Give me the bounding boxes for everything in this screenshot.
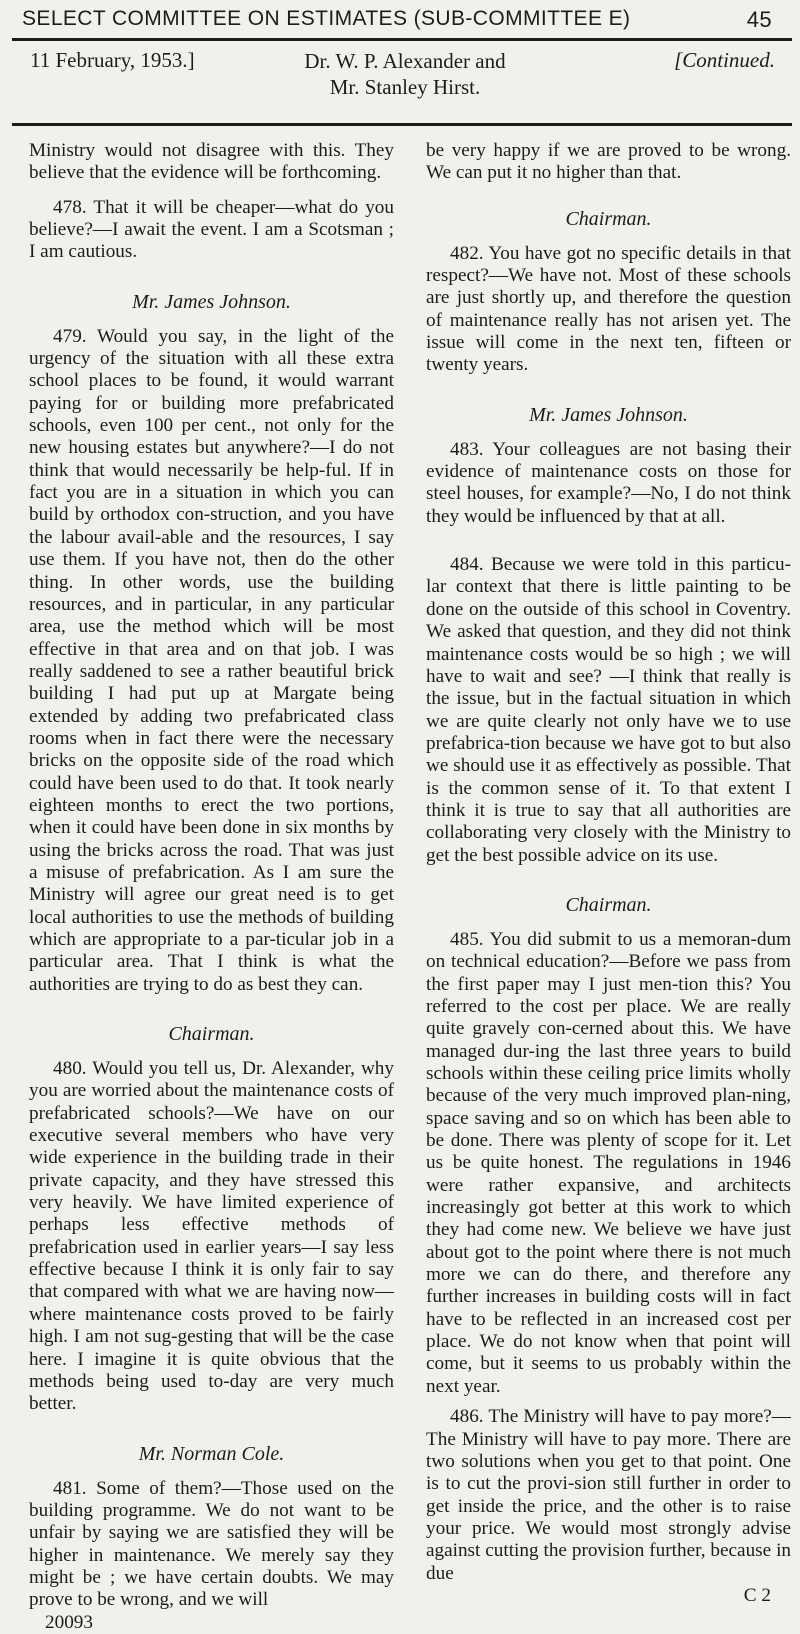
question-482: 482. You have got no specific details in that respect?—We have not. Most of these schools are just shortly up, and therefore the question of maintenance really has not arisen yet. The issue will come in the next ten, fifteen or twenty years.	[426, 242, 791, 376]
paragraph-continued: be very happy if we are proved to be wrong. We can put it no higher than that.	[426, 140, 791, 184]
page-number: 45	[746, 7, 772, 32]
speaker-heading: Mr. James Johnson.	[529, 403, 688, 426]
question-478: 478. That it will be cheaper—what do you believe?—I await the event. I am a Scotsman ; I am cautious.	[29, 196, 394, 263]
left-column	[29, 140, 394, 1634]
question-485: 485. You did submit to us a memoran-dum on technical education?—Before we pass from the first paper may I just men-tion this? You referred to the cost per place. We are really quite gravely con-cerned about this. We have managed dur-ing the last three years to build schools within these ceiling price limits wholly because of the very much improved plan-ning, space saving and so on which has been able to be done. There was plenty of scope for it. Let us be quite honest. The regulations in 1946 were rather expansive, and architects increasingly got better at this work to which they had come new. We believe we have just about got to the point where there is not much more we can do there, and therefore any further increases in building costs will in fact have to be reflected in an increased cost per place. We do not know when that point will come, but it seems to us probably within the next year.	[426, 928, 791, 1397]
question-484: 484. Because we were told in this particu-lar context that there is little painting to be done on the outside of this school in Coventry. We asked that question, and they did not think maintenance costs would be so high ; we will have to wait and see? —I think that really is the issue, but in the factual situation in which we are quite clearly not only have we to use prefabrica-tion because we have got to but also we should use it as effectively as possible. That is the common sense of it. To that extent I think it is true to say that all authorities are collaborating very closely with the Ministry to get the best possible advice on its use.	[426, 554, 791, 866]
right-column	[426, 140, 791, 1607]
question-486: 486. The Ministry will have to pay more?—The Ministry will have to pay more. There are two solutions when you get to that point. One is to cut the provi-sion still further in order to get inside the price, and the other is to raise your price. We would most strongly advise against cutting the provision further, because in due	[426, 1406, 791, 1584]
speaker-heading: Mr. Norman Cole.	[138, 1442, 285, 1465]
speaker-heading: Chairman.	[565, 207, 652, 230]
question-480: 480. Would you tell us, Dr. Alexander, why you are worried about the maintenance costs of prefabricated schools?—We have on our executive several members who have very wide experience in the building trade in their private capacity, and they have stressed this very heavily. We have limited experience of perhaps less effective methods of prefabrication used in earlier years—I say less effective because I think it is only fair to say that compared with what we are having now—where maintenance costs proved to be fairly high. I am not sug-gesting that will be the case here. I imagine it is quite obvious that the methods being used to-day are very much better.	[29, 1058, 394, 1415]
question-483: 483. Your colleagues are not basing their evidence of maintenance costs on those for steel houses, for example?—No, I do not think they would be influenced by that at all.	[426, 438, 791, 527]
witnesses-line-2: Mr. Stanley Hirst.	[329, 75, 481, 99]
witnesses	[215, 48, 595, 100]
speaker-heading: Mr. James Johnson.	[132, 290, 291, 313]
question-481: 481. Some of them?—Those used on the building programme. We do not want to be unfair by saying we are satisfied they will be higher in maintenance. We merely say they might be ; we have certain doubts. We may prove to be wrong, and we will	[29, 1477, 394, 1611]
print-signature: C 2	[743, 1584, 771, 1606]
continued-label: [Continued.	[674, 48, 775, 72]
question-479: 479. Would you say, in the light of the urgency of the situation with all these extra school places to be found, it would warrant paying for or building more prefabricated schools, even 100 per cent., not only for the new housing estates but anywhere?—I do not think that would necessarily be help-ful. If in fact you are in a situation in which you can build by orthodox con-struction, and you have the labour avail-able and the resources, I say use them. If you have not, then do the other thing. In other words, use the building resources, and in particular, in any particular area, use the method which will be most effective in that area and on that job. I was really saddened to see a rather beautiful brick building I had put up at Margate being extended by adding two prefabricated class rooms when in fact there were the necessary bricks on the opposite side of the road which could have been used to do that. It took nearly eighteen months to erect the two portions, when it could have been done in six months by using the bricks across the road. That was just a misuse of prefabrication. As I am sure the Ministry will agree our great need is to get local authorities to use the methods of building which are appropriate to a par-ticular job in a particular area. That I think is what the authorities are trying to do as best they can.	[29, 325, 394, 995]
paragraph-continued: Ministry would not disagree with this. They believe that the evidence will be forthcoming.	[29, 140, 394, 184]
top-rule	[12, 38, 792, 41]
running-title-text: SELECT COMMITTEE ON ESTIMATES (SUB-COMMITTEE E)	[22, 7, 631, 30]
running-title	[22, 7, 772, 31]
speaker-heading: Chairman.	[565, 893, 652, 916]
speaker-heading: Chairman.	[168, 1023, 255, 1046]
witnesses-line-1: Dr. W. P. Alexander and	[304, 49, 506, 73]
header-rule	[12, 123, 792, 126]
sitting-date: 11 February, 1953.]	[30, 48, 195, 72]
print-signature: 20093	[45, 1611, 93, 1633]
